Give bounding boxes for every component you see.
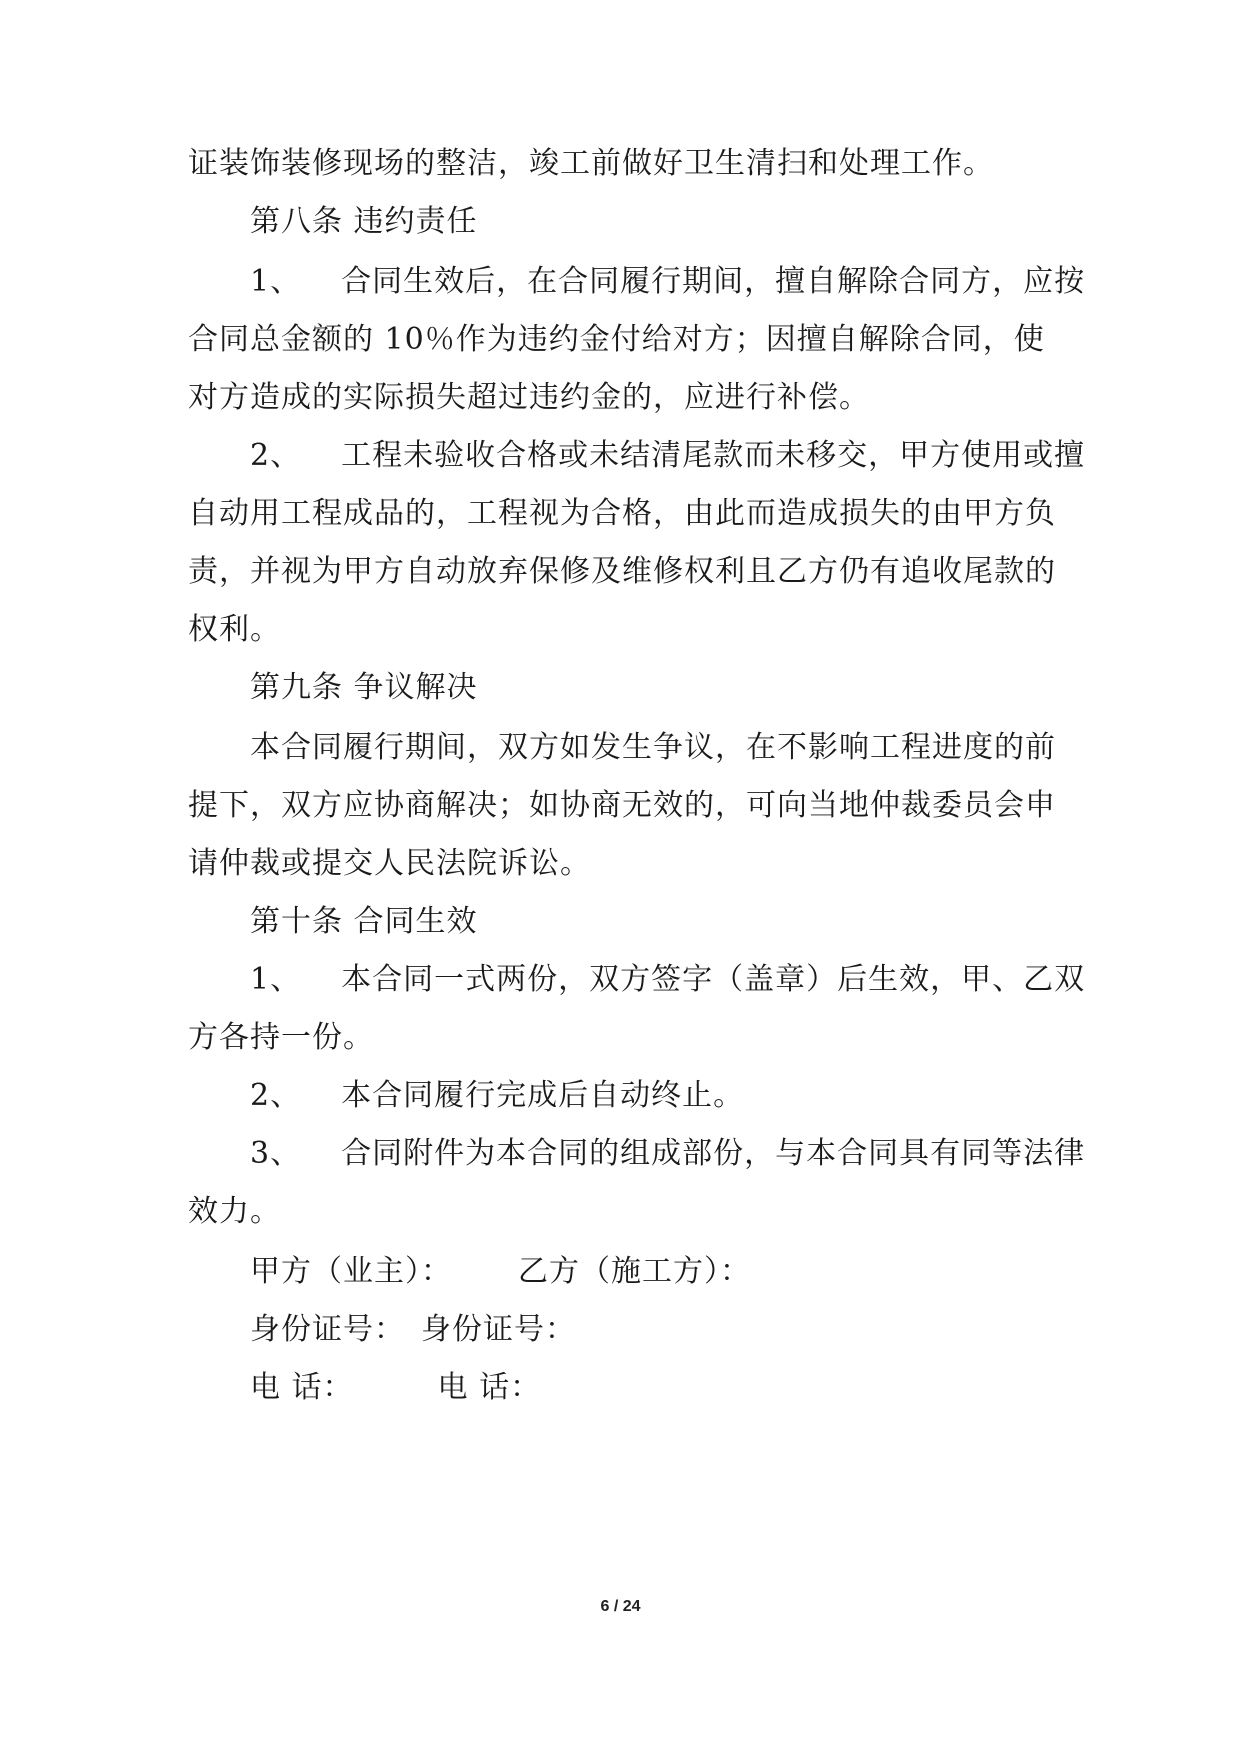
- article-10-heading: [250, 902, 1130, 942]
- article-title: 争议解决: [353, 670, 478, 705]
- body-line: 证装饰装修现场的整洁，竣工前做好卫生清扫和处理工作。: [188, 146, 994, 181]
- body-line: 本合同履行期间，双方如发生争议，在不影响工程进度的前: [250, 730, 1056, 765]
- party-b-phone-label: 电 话：: [437, 1370, 542, 1405]
- article-10-item-1-line: [250, 960, 1130, 1000]
- article-number: 第八条: [250, 204, 343, 239]
- party-b-label: 乙方（施工方）：: [518, 1254, 751, 1289]
- page-number: 6 / 24: [600, 1598, 641, 1615]
- party-b-id-label: 身份证号：: [421, 1312, 576, 1347]
- signature-phone-row: [250, 1368, 1130, 1408]
- item-text: 本合同履行完成后自动终止。: [341, 1078, 745, 1113]
- article-8-heading: [250, 202, 1130, 242]
- body-line: 方各持一份。: [188, 1020, 374, 1055]
- article-number: 第九条: [250, 670, 343, 705]
- article-8-item-2-line: [250, 436, 1130, 476]
- article-number: 第十条: [250, 904, 343, 939]
- article-title: 违约责任: [353, 204, 478, 239]
- item-number: 2、: [250, 438, 302, 473]
- item-text: 合同附件为本合同的组成部份，与本合同具有同等法律: [341, 1136, 1086, 1171]
- body-line: 对方造成的实际损失超过违约金的，应进行补偿。: [188, 380, 870, 415]
- party-a-label: 甲方（业主）：: [250, 1254, 452, 1289]
- body-line: 权利。: [188, 612, 281, 647]
- item-text: 工程未验收合格或未结清尾款而未移交，甲方使用或擅: [341, 438, 1086, 473]
- body-line: 提下，双方应协商解决；如协商无效的，可向当地仲裁委员会申: [188, 788, 1056, 823]
- item-number: 1、: [250, 264, 302, 299]
- signature-id-row: [250, 1310, 1130, 1350]
- item-number: 2、: [250, 1078, 302, 1113]
- signature-party-row: [250, 1252, 1130, 1292]
- body-line: 自动用工程成品的，工程视为合格，由此而造成损失的由甲方负: [188, 496, 1056, 531]
- article-9-heading: [250, 668, 1130, 708]
- article-8-item-1-line: [250, 262, 1130, 302]
- party-a-id-label: 身份证号：: [250, 1312, 405, 1347]
- article-10-item-2-line: [250, 1076, 1130, 1116]
- item-text: 本合同一式两份，双方签字（盖章）后生效，甲、乙双: [341, 962, 1086, 997]
- article-10-item-3-line: [250, 1134, 1130, 1174]
- body-line: 效力。: [188, 1194, 281, 1229]
- item-number: 1、: [250, 962, 302, 997]
- item-text: 合同生效后，在合同履行期间，擅自解除合同方，应按: [341, 264, 1086, 299]
- body-line: 责，并视为甲方自动放弃保修及维修权利且乙方仍有追收尾款的: [188, 554, 1056, 589]
- body-line: 请仲裁或提交人民法院诉讼。: [188, 846, 591, 881]
- body-line: 合同总金额的 10％作为违约金付给对方；因擅自解除合同，使: [188, 322, 1045, 357]
- article-title: 合同生效: [353, 904, 478, 939]
- party-a-phone-label: 电 话：: [250, 1370, 354, 1405]
- item-number: 3、: [250, 1136, 302, 1171]
